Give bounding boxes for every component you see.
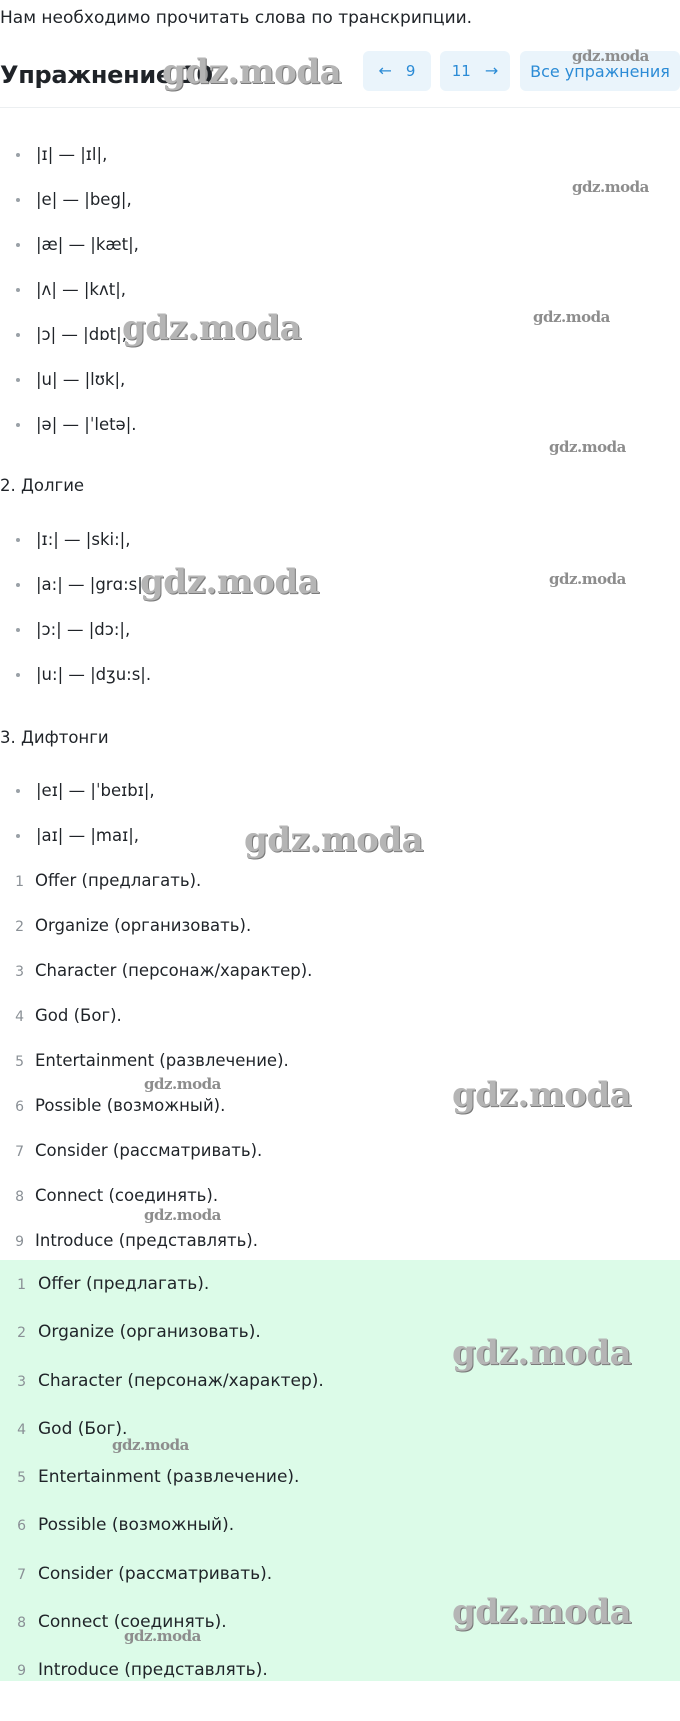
item-number: 8 (15, 1189, 24, 1205)
list-item (0, 993, 312, 1038)
watermark: gdz.moda (533, 308, 610, 326)
item-text: Consider (рассматривать). (35, 1141, 263, 1160)
intro-text: Нам необходимо прочитать слова по транскрипции. (0, 8, 473, 28)
list-item (0, 1128, 312, 1173)
item-text: God (Бог). (35, 1006, 122, 1025)
list-item: |ʌ| — |kʌt|, (0, 267, 139, 312)
short-vowels-list (0, 132, 139, 447)
item-number: 8 (17, 1615, 26, 1632)
item-number: 2 (15, 919, 24, 935)
watermark: gdz.moda (124, 1627, 201, 1645)
list-item: |u:| — |dʒu:s|. (0, 652, 151, 697)
item-text: Character (персонаж/характер). (35, 961, 313, 980)
item-number: 9 (17, 1663, 26, 1680)
list-item: |aɪ| — |maɪ|, (0, 813, 155, 858)
list-item (0, 1453, 324, 1501)
prev-exercise-button[interactable] (363, 51, 431, 91)
item-text: Character (персонаж/характер). (38, 1370, 324, 1391)
item-number: 1 (17, 1277, 26, 1293)
watermark: gdz.moda (144, 1206, 221, 1224)
item-number: 6 (17, 1518, 26, 1535)
item-number: 2 (17, 1325, 26, 1342)
exercise-title: Упражнение 10 (0, 61, 213, 89)
watermark: gdz.moda (140, 562, 320, 602)
prev-exercise-label: 9 (405, 62, 416, 80)
item-text: Entertainment (развлечение). (38, 1467, 300, 1488)
watermark: gdz.moda (122, 308, 302, 348)
item-text: Possible (возможный). (35, 1096, 226, 1115)
list-item: |ɔ:| — |dɔ:|, (0, 607, 151, 652)
item-text: Connect (соединять). (35, 1186, 219, 1205)
next-exercise-label: 11 (451, 62, 471, 80)
list-item (0, 1260, 324, 1308)
list-item: |æ| — |kæt|, (0, 222, 139, 267)
item-text: Possible (возможный). (38, 1515, 235, 1536)
item-number: 7 (15, 1144, 24, 1160)
watermark: gdz.moda (572, 178, 649, 196)
list-item (0, 1357, 324, 1405)
item-number: 1 (15, 874, 24, 890)
list-item (0, 903, 312, 948)
item-number: 5 (15, 1054, 24, 1070)
watermark: gdz.moda (549, 438, 626, 456)
item-text: Entertainment (развлечение). (35, 1051, 289, 1070)
list-item (0, 1646, 324, 1694)
long-vowels-list (0, 517, 151, 697)
item-text: God (Бог). (38, 1418, 128, 1439)
item-text: Organize (организовать). (38, 1322, 261, 1343)
list-item (0, 1308, 324, 1356)
watermark: gdz.moda (452, 1592, 632, 1632)
item-text: Connect (соединять). (38, 1612, 227, 1633)
item-text: Introduce (представлять). (38, 1660, 268, 1681)
list-item: |a:| — |grɑ:s|, (0, 562, 151, 607)
arrow-right-icon: → (484, 61, 499, 80)
list-item: |e| — |beg|, (0, 177, 139, 222)
list-item: |ɔ| — |dɒt|, (0, 312, 139, 357)
watermark: gdz.moda (144, 1075, 221, 1093)
watermark: gdz.moda (549, 570, 626, 588)
item-number: 4 (15, 1009, 24, 1025)
long-vowels-heading: 2. Долгие (0, 476, 85, 495)
item-number: 3 (17, 1373, 26, 1390)
item-number: 6 (15, 1099, 24, 1115)
list-item (0, 1501, 324, 1549)
item-number: 9 (15, 1234, 24, 1250)
item-text: Consider (рассматривать). (38, 1563, 273, 1584)
item-number: 4 (17, 1421, 26, 1438)
list-item: |ɪ:| — |ski:|, (0, 517, 151, 562)
item-text: Offer (предлагать). (35, 871, 202, 890)
list-item (0, 1218, 312, 1263)
list-item: |eɪ| — |ˈbeɪbɪ|, (0, 768, 155, 813)
header-divider (0, 107, 680, 108)
list-item: |ɪ| — |ɪl|, (0, 132, 139, 177)
list-item: |u| — |lʊk|, (0, 357, 139, 402)
watermark: gdz.moda (452, 1075, 632, 1115)
diphthongs-list (0, 768, 155, 858)
watermark: gdz.moda (162, 52, 342, 92)
item-text: Offer (предлагать). (38, 1274, 210, 1294)
list-item: |ə| — |ˈletə|. (0, 402, 139, 447)
words-list (0, 858, 312, 1263)
list-item (0, 858, 312, 903)
list-item (0, 948, 312, 993)
list-item (0, 1550, 324, 1598)
item-number: 5 (17, 1470, 26, 1487)
watermark: gdz.moda (572, 47, 649, 65)
arrow-left-icon: ← (378, 61, 392, 80)
item-number: 7 (17, 1566, 26, 1583)
item-text: Organize (организовать). (35, 916, 252, 935)
item-text: Introduce (представлять). (35, 1231, 258, 1250)
next-exercise-button[interactable] (440, 51, 510, 91)
watermark: gdz.moda (244, 820, 424, 860)
watermark: gdz.moda (112, 1436, 189, 1454)
watermark: gdz.moda (452, 1333, 632, 1373)
all-exercises-label: Все упражнения (530, 61, 670, 81)
diphthongs-heading: 3. Дифтонги (0, 728, 109, 747)
item-number: 3 (15, 964, 24, 980)
